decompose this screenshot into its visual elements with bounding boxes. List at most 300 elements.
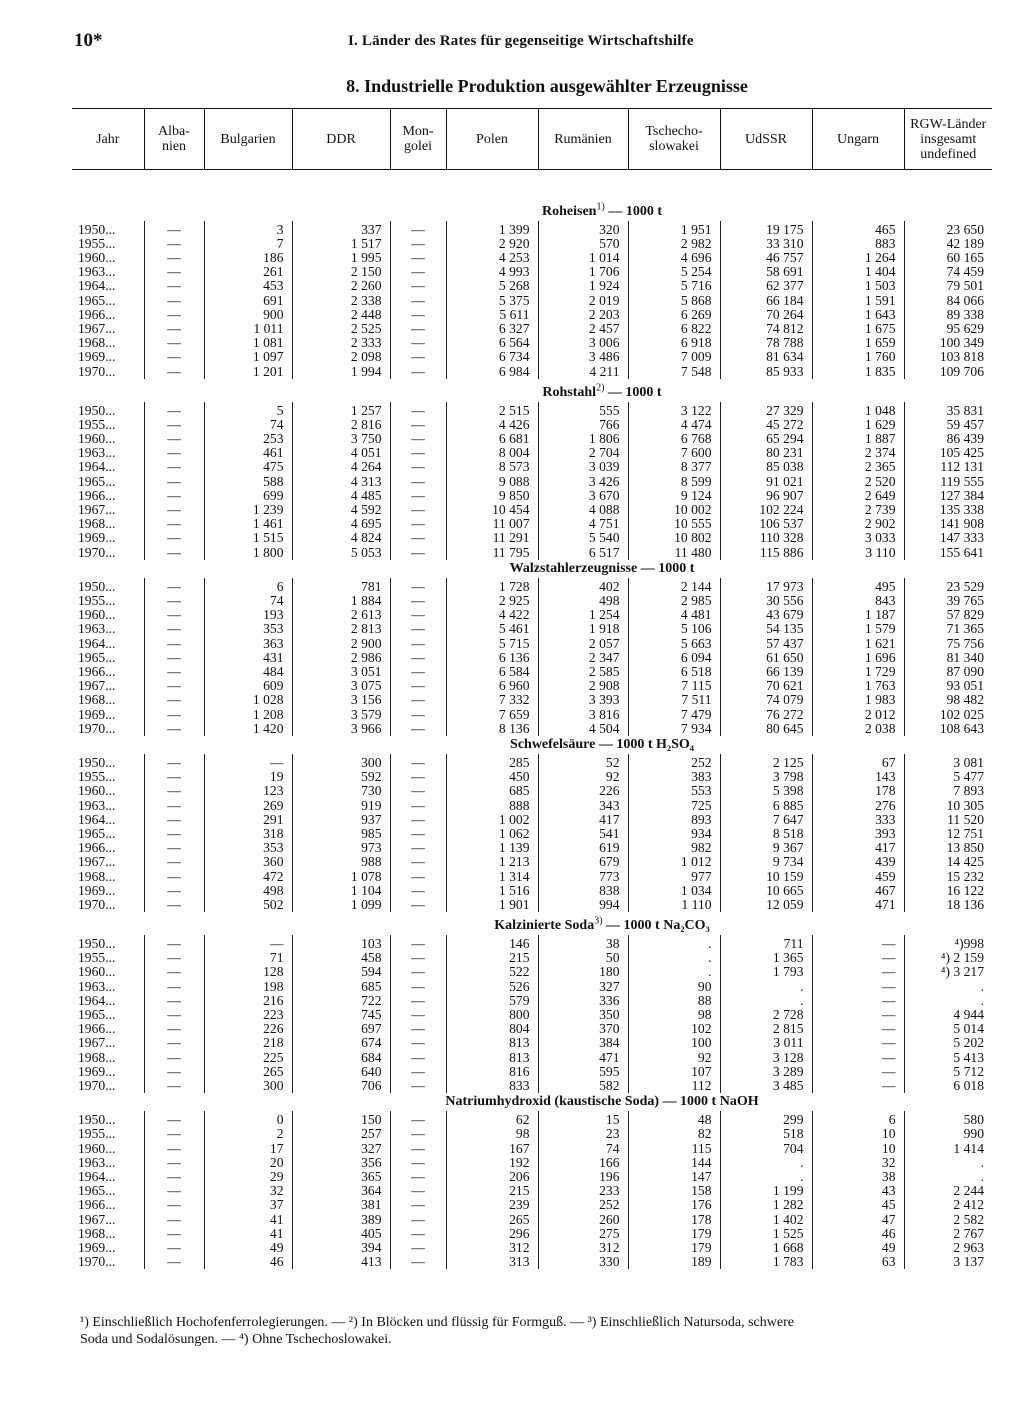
value-cell: 5 663 (628, 637, 720, 651)
section-label: Natriumhydroxid (kaustische Soda) (445, 1094, 660, 1110)
value-cell: 71 (204, 951, 292, 965)
value-cell: 75 756 (904, 637, 992, 651)
year-cell: 1960... (78, 783, 116, 799)
value-cell: — (390, 402, 446, 418)
year-cell: 1965... (78, 292, 116, 308)
table-row (72, 322, 992, 336)
table-row (72, 1170, 992, 1184)
value-cell: 2 813 (292, 622, 390, 636)
value-cell: — (144, 402, 204, 418)
value-cell: 353 (204, 841, 292, 855)
value-cell: . (628, 951, 720, 965)
year-cell: 1967... (78, 1211, 116, 1227)
value-cell: 383 (628, 770, 720, 784)
value-cell: 2 900 (292, 637, 390, 651)
value-cell: 9 088 (446, 475, 538, 489)
value-cell: 150 (292, 1111, 390, 1127)
value-cell: 495 (812, 578, 904, 594)
table-row (72, 1156, 992, 1170)
value-cell: 1 257 (292, 402, 390, 418)
value-cell: 4 051 (292, 446, 390, 460)
value-cell: — (204, 754, 292, 770)
value-cell: 1 806 (538, 432, 628, 446)
value-cell: 555 (538, 402, 628, 418)
section-unit: — 1000 t (604, 203, 662, 219)
value-cell: — (812, 951, 904, 965)
value-cell: 80 231 (720, 446, 812, 460)
value-cell: 2 704 (538, 446, 628, 460)
value-cell: — (144, 221, 204, 237)
value-cell: 3 816 (538, 708, 628, 722)
value-cell: 467 (812, 884, 904, 898)
table-row (72, 980, 992, 994)
value-cell: 2 739 (812, 503, 904, 517)
value-cell: 1 579 (812, 622, 904, 636)
section-footnote-ref: 2) (596, 381, 605, 393)
value-cell: — (812, 1065, 904, 1079)
value-cell: 6 681 (446, 432, 538, 446)
value-cell: 1 994 (292, 365, 390, 379)
value-cell: 3 426 (538, 475, 628, 489)
section-label: Roheisen (542, 203, 597, 219)
year-cell: 1966... (78, 664, 116, 679)
value-cell: 1 924 (538, 279, 628, 293)
value-cell: 6 960 (446, 679, 538, 693)
value-cell: 1 800 (204, 546, 292, 560)
value-cell: 103 (292, 935, 390, 951)
value-cell: 6 136 (446, 651, 538, 665)
table-row (72, 531, 992, 545)
value-cell: 4 264 (292, 460, 390, 474)
value-cell: 6 018 (904, 1079, 992, 1093)
value-cell: 7 934 (628, 722, 720, 736)
year-cell: 1950... (78, 578, 116, 594)
value-cell: — (390, 1036, 446, 1050)
value-cell: 10 454 (446, 503, 538, 517)
value-cell: 5 254 (628, 265, 720, 279)
value-cell: 269 (204, 799, 292, 813)
value-cell: — (390, 770, 446, 784)
value-cell: 176 (628, 1198, 720, 1212)
value-cell: 1 951 (628, 221, 720, 237)
value-cell: 4 824 (292, 531, 390, 545)
value-cell: 10 665 (720, 884, 812, 898)
value-cell: 6 (204, 578, 292, 594)
value-cell: 1 783 (720, 1255, 812, 1269)
value-cell: — (204, 935, 292, 951)
value-cell: 105 425 (904, 446, 992, 460)
table-row (72, 336, 992, 350)
value-cell: 108 643 (904, 722, 992, 736)
value-cell: — (144, 531, 204, 545)
value-cell: — (390, 517, 446, 531)
value-cell: 1 404 (812, 265, 904, 279)
value-cell: 7 511 (628, 693, 720, 707)
value-cell: 4 695 (292, 517, 390, 531)
value-cell: — (144, 365, 204, 379)
table-row (72, 1065, 992, 1079)
value-cell: 1 503 (812, 279, 904, 293)
value-cell: 63 (812, 1255, 904, 1269)
value-cell: 19 (204, 770, 292, 784)
value-cell: — (144, 475, 204, 489)
value-cell: 5 375 (446, 294, 538, 308)
value-cell: — (390, 1079, 446, 1093)
value-cell: 2 333 (292, 336, 390, 350)
value-cell: 180 (538, 965, 628, 979)
value-cell: 6 822 (628, 322, 720, 336)
value-cell: — (390, 784, 446, 798)
value-cell: 107 (628, 1065, 720, 1079)
value-cell: 541 (538, 827, 628, 841)
value-cell: 330 (538, 1255, 628, 1269)
table-row (72, 294, 992, 308)
value-cell: 9 124 (628, 489, 720, 503)
value-cell: 252 (538, 1198, 628, 1212)
value-cell: 6 517 (538, 546, 628, 560)
value-cell: 706 (292, 1079, 390, 1093)
value-cell: 704 (720, 1142, 812, 1156)
table-body (72, 198, 992, 1269)
value-cell: — (144, 994, 204, 1008)
footnote-line-2: Soda und Sodalösungen. — ⁴) Ohne Tschechoslowakei. (80, 1332, 392, 1347)
value-cell: 1 099 (292, 898, 390, 912)
value-cell: 13 850 (904, 841, 992, 855)
value-cell: 370 (538, 1022, 628, 1036)
value-cell: 934 (628, 827, 720, 841)
value-cell: 7 479 (628, 708, 720, 722)
value-cell: 883 (812, 237, 904, 251)
value-cell: 2 613 (292, 608, 390, 622)
value-cell: — (144, 1036, 204, 1050)
value-cell: 167 (446, 1142, 538, 1156)
value-cell: 147 333 (904, 531, 992, 545)
value-cell: 119 555 (904, 475, 992, 489)
value-cell: 15 (538, 1111, 628, 1127)
table-row (72, 1227, 992, 1241)
value-cell: 74 459 (904, 265, 992, 279)
value-cell: — (144, 841, 204, 855)
value-cell: 5 712 (904, 1065, 992, 1079)
value-cell: 265 (204, 1065, 292, 1079)
value-cell: 59 457 (904, 418, 992, 432)
value-cell: 141 908 (904, 517, 992, 531)
value-cell: 6 734 (446, 350, 538, 364)
value-cell: 74 (204, 594, 292, 608)
value-cell: 1 213 (446, 855, 538, 869)
value-cell: 226 (538, 784, 628, 798)
value-cell: 6 918 (628, 336, 720, 350)
value-cell: 2 150 (292, 265, 390, 279)
year-cell: 1968... (78, 1049, 116, 1065)
value-cell: 1 887 (812, 432, 904, 446)
year-cell: 1966... (78, 1197, 116, 1213)
year-cell: 1965... (78, 649, 116, 665)
section-heading (72, 560, 992, 578)
value-cell: 49 (812, 1241, 904, 1255)
value-cell: — (390, 951, 446, 965)
section-unit: — 1000 t (604, 384, 662, 400)
year-cell: 1963... (78, 621, 116, 637)
table-row (72, 517, 992, 531)
value-cell: — (390, 489, 446, 503)
value-cell: 5 053 (292, 546, 390, 560)
value-cell: 3 750 (292, 432, 390, 446)
value-cell: 2 260 (292, 279, 390, 293)
value-cell: 4 481 (628, 608, 720, 622)
year-cell: 1955... (78, 1126, 116, 1142)
value-cell: 580 (904, 1111, 992, 1127)
value-cell: 11 795 (446, 546, 538, 560)
value-cell: 6 518 (628, 665, 720, 679)
value-cell: — (812, 994, 904, 1008)
value-cell: 353 (204, 622, 292, 636)
value-cell: 900 (204, 308, 292, 322)
value-cell: 74 (204, 418, 292, 432)
section-unit: — 1000 t Na₂CO₃ (602, 917, 710, 933)
value-cell: 3 670 (538, 489, 628, 503)
value-cell: — (390, 722, 446, 736)
value-cell: 722 (292, 994, 390, 1008)
value-cell: 10 305 (904, 799, 992, 813)
value-cell: 32 (204, 1184, 292, 1198)
table-row (72, 708, 992, 722)
page-header (0, 0, 1024, 60)
value-cell: 300 (204, 1079, 292, 1093)
value-cell: 12 751 (904, 827, 992, 841)
section-unit: — 1000 t NaOH (659, 1094, 759, 1110)
value-cell: — (144, 870, 204, 884)
value-cell: 4 504 (538, 722, 628, 736)
value-cell: — (390, 531, 446, 545)
table-row (72, 1184, 992, 1198)
value-cell: 685 (446, 784, 538, 798)
value-cell: 498 (204, 884, 292, 898)
value-cell: 2 125 (720, 754, 812, 770)
value-cell: 3 081 (904, 754, 992, 770)
value-cell: — (390, 503, 446, 517)
table-row (72, 460, 992, 474)
value-cell: 350 (538, 1008, 628, 1022)
value-cell: — (390, 546, 446, 560)
year-cell: 1970... (78, 1077, 116, 1093)
table-row (72, 1051, 992, 1065)
value-cell: 1 659 (812, 336, 904, 350)
value-cell: — (144, 754, 204, 770)
value-cell: 364 (292, 1184, 390, 1198)
value-cell: 4 313 (292, 475, 390, 489)
value-cell: 1 901 (446, 898, 538, 912)
year-cell: 1963... (78, 445, 116, 461)
year-cell: 1970... (78, 720, 116, 736)
year-cell: 1960... (78, 430, 116, 446)
value-cell: 5 106 (628, 622, 720, 636)
value-cell: — (144, 294, 204, 308)
value-cell: 215 (446, 1184, 538, 1198)
table-row (72, 841, 992, 855)
value-cell: 3 051 (292, 665, 390, 679)
table-row (72, 1142, 992, 1156)
value-cell: 1 629 (812, 418, 904, 432)
value-cell: 8 599 (628, 475, 720, 489)
value-cell: 23 (538, 1127, 628, 1141)
value-cell: — (144, 722, 204, 736)
value-cell: 2 203 (538, 308, 628, 322)
table-row (72, 665, 992, 679)
table-row (72, 870, 992, 884)
value-cell: 937 (292, 813, 390, 827)
value-cell: — (390, 799, 446, 813)
value-cell: 3 966 (292, 722, 390, 736)
value-cell: 257 (292, 1127, 390, 1141)
value-cell: — (390, 221, 446, 237)
value-cell: — (144, 517, 204, 531)
value-cell: — (390, 350, 446, 364)
value-cell: 4 944 (904, 1008, 992, 1022)
year-cell: 1968... (78, 335, 116, 351)
value-cell: 2 925 (446, 594, 538, 608)
value-cell: 609 (204, 679, 292, 693)
value-cell: 7 115 (628, 679, 720, 693)
year-cell: 1969... (78, 1239, 116, 1255)
value-cell: 4 993 (446, 265, 538, 279)
table-title: 8. Industrielle Produktion ausgewählter Erzeugnisse (346, 76, 748, 96)
value-cell: 2 098 (292, 350, 390, 364)
value-cell: 123 (204, 784, 292, 798)
value-cell: 71 365 (904, 622, 992, 636)
value-cell: — (390, 1022, 446, 1036)
value-cell: 11 007 (446, 517, 538, 531)
value-cell: 7 548 (628, 365, 720, 379)
running-head: I. Länder des Rates für gegenseitige Wirtschaftshilfe (348, 33, 694, 49)
value-cell: 4 211 (538, 365, 628, 379)
table-row (72, 489, 992, 503)
value-cell: — (390, 294, 446, 308)
value-cell: — (390, 651, 446, 665)
value-cell: 888 (446, 799, 538, 813)
section-heading (72, 912, 992, 935)
footnote-line-1: ¹) Einschließlich Hochofenferrolegierungen. — ²) In Blöcken und flüssig für Formguß. — ³) Einschließlich Natursoda, schwere (80, 1315, 794, 1330)
value-cell: 10 002 (628, 503, 720, 517)
value-cell: 1 264 (812, 251, 904, 265)
section-label: Kalzinierte Soda (494, 917, 595, 933)
year-cell: 1964... (78, 992, 116, 1008)
year-cell: 1955... (78, 592, 116, 608)
value-cell: 1 696 (812, 651, 904, 665)
value-cell: 394 (292, 1241, 390, 1255)
value-cell: 725 (628, 799, 720, 813)
value-cell: 2 585 (538, 665, 628, 679)
value-cell: — (390, 665, 446, 679)
value-cell: 225 (204, 1051, 292, 1065)
value-cell: — (144, 637, 204, 651)
value-cell: 2 365 (812, 460, 904, 474)
value-cell: — (144, 708, 204, 722)
value-cell: — (144, 1170, 204, 1184)
table-row (72, 994, 992, 1008)
value-cell: 800 (446, 1008, 538, 1022)
value-cell: 11 291 (446, 531, 538, 545)
value-cell: 91 021 (720, 475, 812, 489)
value-cell: 10 555 (628, 517, 720, 531)
value-cell: 5 014 (904, 1022, 992, 1036)
value-cell: 76 272 (720, 708, 812, 722)
value-cell: 90 (628, 980, 720, 994)
table-row (72, 951, 992, 965)
value-cell: 1 110 (628, 898, 720, 912)
value-cell: 1 729 (812, 665, 904, 679)
value-cell: 1 461 (204, 517, 292, 531)
value-cell: — (390, 251, 446, 265)
year-cell: 1967... (78, 678, 116, 694)
value-cell: 37 (204, 1198, 292, 1212)
value-cell: 45 272 (720, 418, 812, 432)
value-cell: 471 (538, 1051, 628, 1065)
value-cell: — (390, 279, 446, 293)
value-cell: 50 (538, 951, 628, 965)
value-cell: 518 (720, 1127, 812, 1141)
value-cell: — (390, 1008, 446, 1022)
value-cell: 206 (446, 1170, 538, 1184)
value-cell: — (390, 608, 446, 622)
table-row (72, 935, 992, 951)
value-cell: . (904, 980, 992, 994)
year-cell: 1963... (78, 264, 116, 280)
table-row (72, 1213, 992, 1227)
value-cell: 640 (292, 1065, 390, 1079)
value-cell: — (812, 935, 904, 951)
value-cell: 2 144 (628, 578, 720, 594)
value-cell: 4 751 (538, 517, 628, 531)
value-cell: — (144, 279, 204, 293)
value-cell: — (144, 1127, 204, 1141)
section-heading (72, 198, 992, 221)
value-cell: 57 437 (720, 637, 812, 651)
value-cell: 98 (446, 1127, 538, 1141)
value-cell: 6 269 (628, 308, 720, 322)
value-cell: 6 (812, 1111, 904, 1127)
value-cell: — (144, 622, 204, 636)
value-cell: 2 412 (904, 1198, 992, 1212)
table-row (72, 855, 992, 869)
value-cell: 619 (538, 841, 628, 855)
value-cell: 3 110 (812, 546, 904, 560)
value-cell: 89 338 (904, 308, 992, 322)
value-cell: — (144, 679, 204, 693)
value-cell: — (144, 1198, 204, 1212)
value-cell: 1 034 (628, 884, 720, 898)
value-cell: 300 (292, 754, 390, 770)
value-cell: — (144, 1079, 204, 1093)
value-cell: 92 (538, 770, 628, 784)
table-row (72, 265, 992, 279)
value-cell: — (144, 884, 204, 898)
value-cell: 6 768 (628, 432, 720, 446)
value-cell: — (144, 1111, 204, 1127)
value-cell: 4 422 (446, 608, 538, 622)
value-cell: 10 (812, 1142, 904, 1156)
table-row (72, 402, 992, 418)
value-cell: 699 (204, 489, 292, 503)
year-cell: 1965... (78, 826, 116, 842)
value-cell: — (144, 251, 204, 265)
value-cell: 6 584 (446, 665, 538, 679)
year-cell: 1955... (78, 416, 116, 432)
value-cell: 66 184 (720, 294, 812, 308)
value-cell: 8 136 (446, 722, 538, 736)
value-cell: 1 517 (292, 237, 390, 251)
value-cell: 6 327 (446, 322, 538, 336)
